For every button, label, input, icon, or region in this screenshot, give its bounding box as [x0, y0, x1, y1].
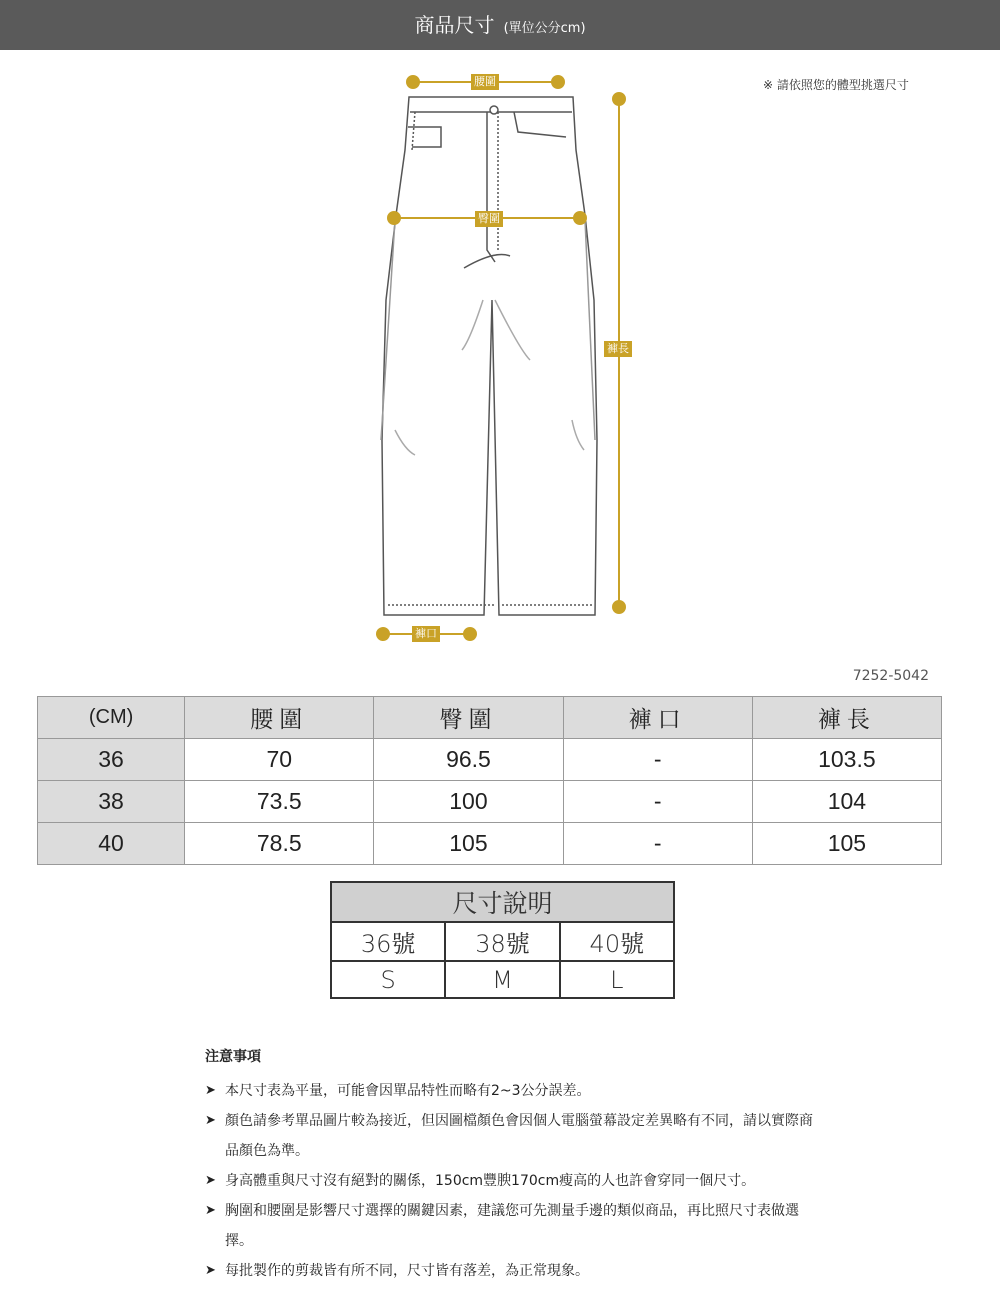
table-cell: 78.5	[185, 823, 374, 865]
notes-section	[205, 1046, 825, 1286]
size-letter-cell: S	[331, 961, 445, 998]
size-number-cell: 36號	[331, 922, 445, 961]
table-row	[38, 823, 942, 865]
table-cell: -	[563, 781, 752, 823]
arrow-icon: ➤	[205, 1083, 216, 1098]
header-cell: (CM)	[38, 697, 185, 739]
arrow-icon: ➤	[205, 1173, 216, 1188]
table-cell: -	[563, 739, 752, 781]
header-cell: 臀圍	[374, 697, 563, 739]
table-cell: 40	[38, 823, 185, 865]
size-letter-cell: M	[445, 961, 559, 998]
table-cell: 103.5	[752, 739, 941, 781]
hem-label: 褲口	[412, 626, 440, 642]
table-cell: 96.5	[374, 739, 563, 781]
table-cell: 104	[752, 781, 941, 823]
size-advice-note: ※ 請依照您的體型挑選尺寸	[763, 78, 909, 92]
table-cell: 70	[185, 739, 374, 781]
note-text: 本尺寸表為平量，可能會因單品特性而略有2~3公分誤差。	[225, 1083, 591, 1099]
arrow-icon: ➤	[205, 1203, 216, 1218]
table-cell: 100	[374, 781, 563, 823]
header-cell: 褲口	[563, 697, 752, 739]
list-item	[205, 1256, 825, 1286]
header-cell: 腰圍	[185, 697, 374, 739]
list-item	[205, 1076, 825, 1106]
list-item	[205, 1196, 825, 1256]
table-cell: -	[563, 823, 752, 865]
waist-label: 腰圍	[471, 74, 499, 90]
hip-label: 臀圍	[475, 211, 503, 227]
size-number-cell: 38號	[445, 922, 559, 961]
pants-outline	[381, 97, 597, 615]
page-title: 商品尺寸	[414, 13, 495, 37]
length-label: 褲長	[604, 341, 632, 357]
notes-title: 注意事項	[205, 1049, 261, 1065]
unit-label: (單位公分cm)	[503, 21, 586, 36]
size-number-cell: 40號	[560, 922, 674, 961]
arrow-icon: ➤	[205, 1263, 216, 1278]
table-cell: 38	[38, 781, 185, 823]
page-header	[0, 0, 1000, 50]
note-text: 顏色請參考單品圖片較為接近，但因圖檔顏色會因個人電腦螢幕設定差異略有不同，請以實際商品顏色為準。	[225, 1113, 813, 1159]
size-table-header-row	[38, 697, 942, 739]
note-text: 胸圍和腰圍是影響尺寸選擇的關鍵因素，建議您可先測量手邊的類似商品，再比照尺寸表做選擇。	[225, 1203, 799, 1249]
table-cell: 73.5	[185, 781, 374, 823]
product-code: 7252-5042	[852, 668, 929, 684]
size-legend-title: 尺寸說明	[331, 882, 674, 922]
size-legend-table	[330, 881, 675, 999]
table-cell: 105	[374, 823, 563, 865]
list-item	[205, 1106, 825, 1166]
table-cell: 105	[752, 823, 941, 865]
arrow-icon: ➤	[205, 1113, 216, 1128]
pants-diagram	[0, 50, 1000, 670]
measurement-lines	[377, 76, 625, 640]
note-text: 每批製作的剪裁皆有所不同，尺寸皆有落差，為正常現象。	[225, 1263, 589, 1279]
table-cell: 36	[38, 739, 185, 781]
table-row	[38, 739, 942, 781]
size-letter-cell: L	[560, 961, 674, 998]
note-text: 身高體重與尺寸沒有絕對的關係，150cm豐腴170cm瘦高的人也許會穿同一個尺寸。	[225, 1173, 756, 1189]
size-table	[37, 696, 942, 865]
header-cell: 褲長	[752, 697, 941, 739]
list-item	[205, 1166, 825, 1196]
table-row	[38, 781, 942, 823]
